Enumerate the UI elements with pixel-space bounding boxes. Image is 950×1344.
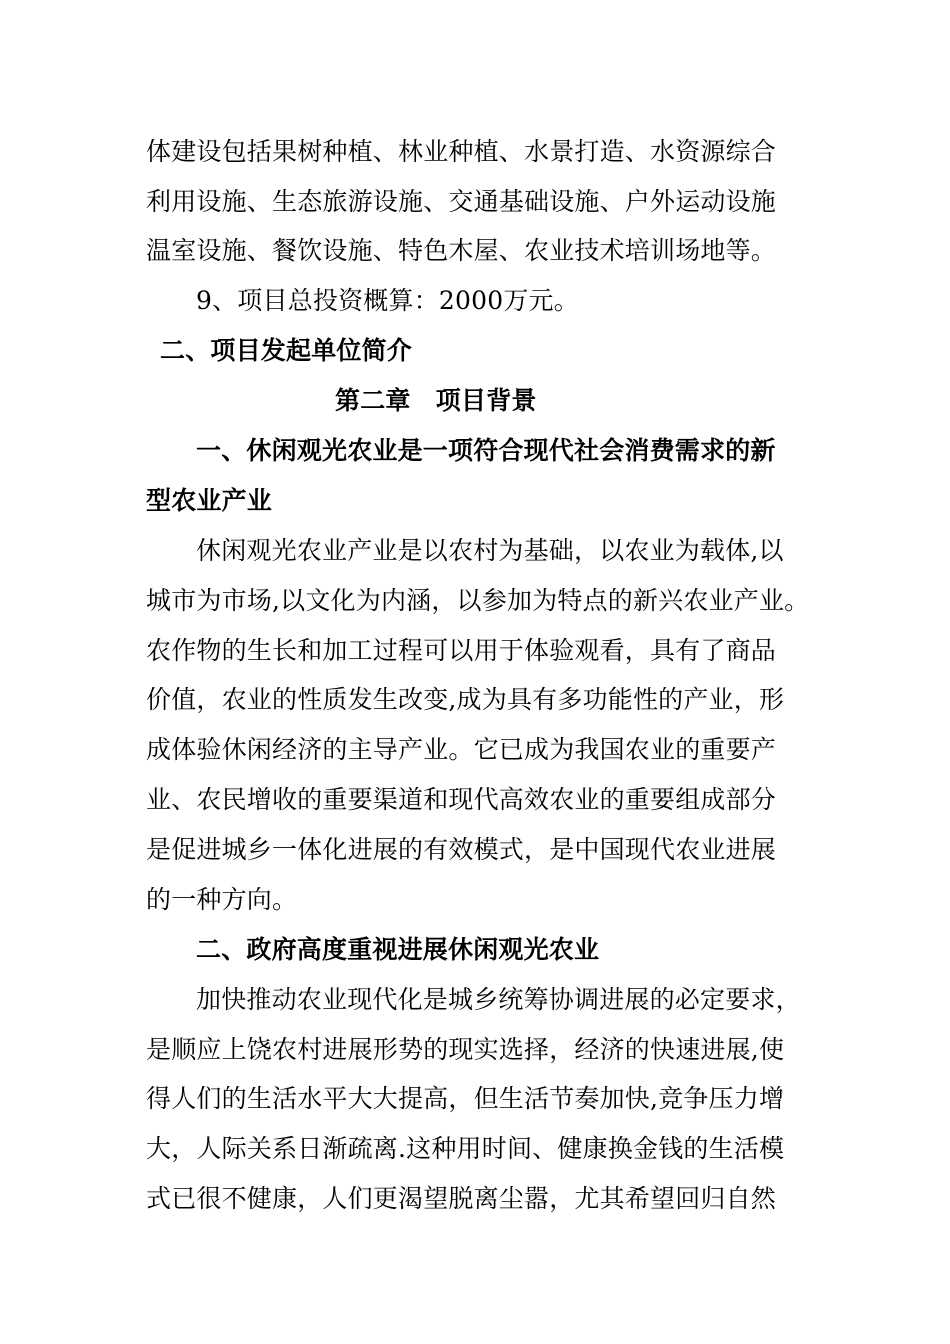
- body-text-line: 大，人际关系日渐疏离.这种用时间、健康换金钱的生活模: [146, 1134, 785, 1163]
- chapter-title: 第二章 项目背景: [335, 386, 537, 415]
- body-text-line: 休闲观光农业产业是以农村为基础，以农业为载体,以: [196, 536, 784, 565]
- body-text-line: 价值，农业的性质发生改变,成为具有多功能性的产业，形: [146, 685, 785, 714]
- body-text-line: 业、农民增收的重要渠道和现代高效农业的重要组成部分: [146, 785, 777, 814]
- body-text-line: 是促进城乡一体化进展的有效模式，是中国现代农业进展: [146, 835, 777, 864]
- body-text-line: 加快推动农业现代化是城乡统筹协调进展的必定要求，: [196, 985, 801, 1014]
- subsection-heading: 一、休闲观光农业是一项符合现代社会消费需求的新: [196, 436, 776, 465]
- subsection-heading: 二、政府高度重视进展休闲观光农业: [196, 935, 600, 964]
- body-text-line: 城市为市场,以文化为内涵，以参加为特点的新兴农业产业。: [146, 586, 810, 615]
- subsection-heading-continued: 型农业产业: [146, 486, 273, 515]
- body-text-line: 得人们的生活水平大大提高，但生活节奏加快,竞争压力增: [146, 1084, 785, 1113]
- body-text-line: 农作物的生长和加工过程可以用于体验观看，具有了商品: [146, 636, 777, 665]
- body-text-line: 成体验休闲经济的主导产业。它已成为我国农业的重要产: [146, 735, 777, 764]
- body-text-line: 体建设包括果树种植、林业种植、水景打造、水资源综合: [146, 137, 777, 166]
- investment-line: 9、项目总投资概算：2000万元。: [196, 286, 579, 315]
- body-text-line: 式已很不健康，人们更渴望脱离尘嚣，尤其希望回归自然: [146, 1184, 777, 1213]
- body-text-line: 是顺应上饶农村进展形势的现实选择，经济的快速进展,使: [146, 1035, 785, 1064]
- section-heading: 二、项目发起单位简介: [160, 336, 413, 365]
- body-text-line: 利用设施、生态旅游设施、交通基础设施、户外运动设施: [146, 187, 777, 216]
- body-text-line: 的一种方向。: [146, 885, 298, 914]
- body-text-line: 温室设施、餐饮设施、特色木屋、农业技术培训场地等。: [146, 236, 777, 265]
